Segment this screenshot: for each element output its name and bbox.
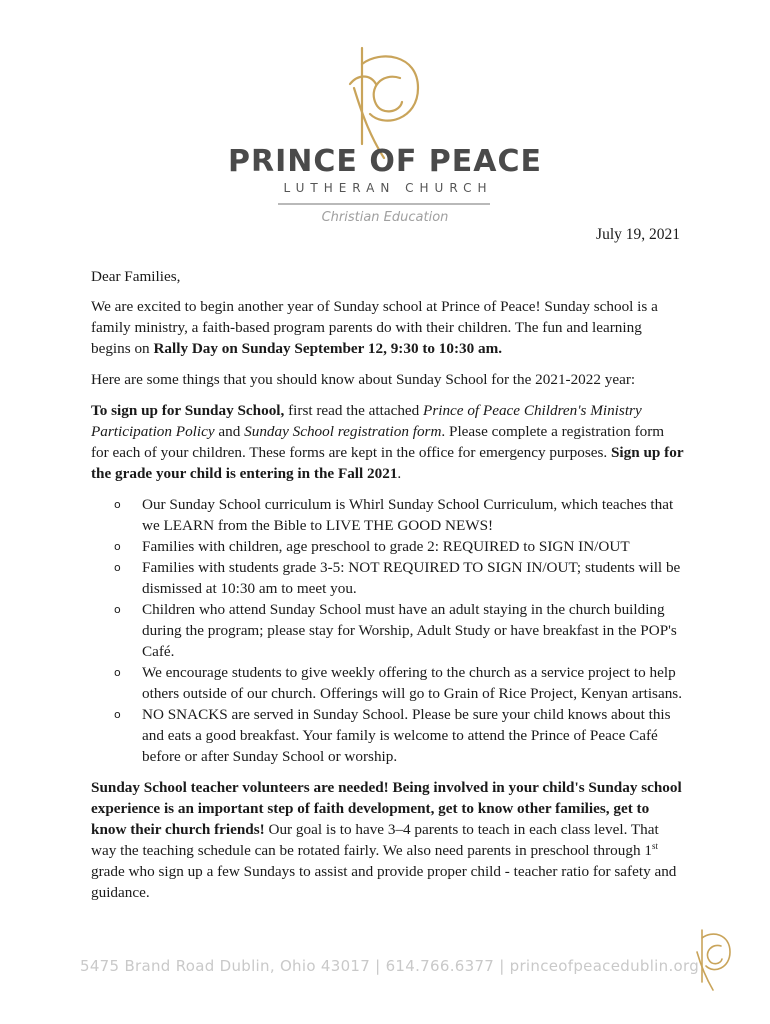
list-item (114, 704, 685, 767)
letter-date: July 19, 2021 (596, 226, 680, 243)
bullet-marker: o (114, 603, 121, 616)
policy-document-title: Prince of Peace Children's Ministry Participation Policy (91, 402, 642, 440)
intro-paragraph (91, 296, 685, 359)
rally-day-text: Rally Day on Sunday September 12, 9:30 to 10:30 am. (153, 340, 503, 357)
department-name: Christian Education (321, 210, 449, 225)
signup-paragraph (91, 400, 685, 484)
footer-contact: 5475 Brand Road Dublin, Ohio 43017 | 614.766.6377 | princeofpeacedublin.org (80, 957, 700, 975)
info-bullet-list (91, 494, 685, 767)
ordinal-suffix: st (651, 840, 658, 851)
bullet-marker: o (114, 498, 121, 511)
bullet-marker: o (114, 561, 121, 574)
signup-text-3: . Please complete a registration form for each of your children. These forms are kept in the office for emergency purposes. (91, 423, 665, 461)
list-item-text: We encourage students to give weekly offering to the church as a service project to help others outside of our church. Offerings will go to Grain of Rice Project, Kenyan artisans. (142, 664, 683, 702)
church-name: PRINCE OF PEACE (228, 144, 542, 179)
volunteer-paragraph (91, 777, 685, 903)
letter-body (91, 266, 685, 913)
list-item (114, 662, 685, 704)
bullet-marker: o (114, 666, 121, 679)
letterhead-divider (278, 203, 490, 205)
list-item-text: Families with students grade 3-5: NOT REQUIRED TO SIGN IN/OUT; students will be dismissed at 10:30 am to meet you. (142, 559, 681, 597)
letterhead (0, 0, 770, 230)
church-subtitle: LUTHERAN CHURCH (283, 181, 493, 195)
list-item-text: Families with children, age preschool to grade 2: REQUIRED to SIGN IN/OUT (142, 538, 630, 555)
list-item (114, 599, 685, 662)
bullet-marker: o (114, 708, 121, 721)
intro-text: We are excited to begin another year of Sunday school at Prince of Peace! Sunday school is a family ministry, a faith-based program parents do with their children. The fun and learning begins on (91, 298, 658, 357)
list-item (114, 536, 685, 557)
volunteer-lead: Sunday School teacher volunteers are needed! Being involved in your child's Sunday school experience is an important step of faith development, get to know other families, get to know their church friends! (91, 779, 682, 838)
list-item-text: NO SNACKS are served in Sunday School. Please be sure your child knows about this and eats a good breakfast. Your family is welcome to attend the Prince of Peace Café before or after Sunday School or worship. (142, 706, 671, 765)
list-item-text: Children who attend Sunday School must have an adult staying in the church building during the program; please stay for Worship, Adult Study or have breakfast in the POP's Café. (142, 601, 677, 660)
signup-lead: To sign up for Sunday School, (91, 402, 285, 419)
salutation: Dear Families, (91, 268, 181, 285)
list-item (114, 494, 685, 536)
bullet-marker: o (114, 540, 121, 553)
volunteer-text-1: Our goal is to have 3–4 parents to teach in each class level. That way the teaching schedule can be rotated fairly. We also need parents in preschool through 1 (91, 821, 659, 859)
volunteer-text-2: grade who sign up a few Sundays to assist and provide proper child - teacher ratio for safety and guidance. (91, 863, 677, 901)
grade-instruction: Sign up for the grade your child is entering in the Fall 2021 (91, 444, 684, 482)
list-item-text: Our Sunday School curriculum is Whirl Sunday School Curriculum, which teaches that we LEARN from the Bible to LIVE THE GOOD NEWS! (142, 496, 674, 534)
pop-monogram-icon (690, 928, 734, 992)
list-item (114, 557, 685, 599)
year-info-paragraph: Here are some things that you should know about Sunday School for the 2021-2022 year: (91, 371, 636, 388)
signup-text-1: first read the attached (284, 402, 424, 419)
registration-form-title: Sunday School registration form (244, 423, 442, 440)
signup-text-2: and (214, 423, 245, 440)
signup-text-4: . (397, 465, 402, 482)
